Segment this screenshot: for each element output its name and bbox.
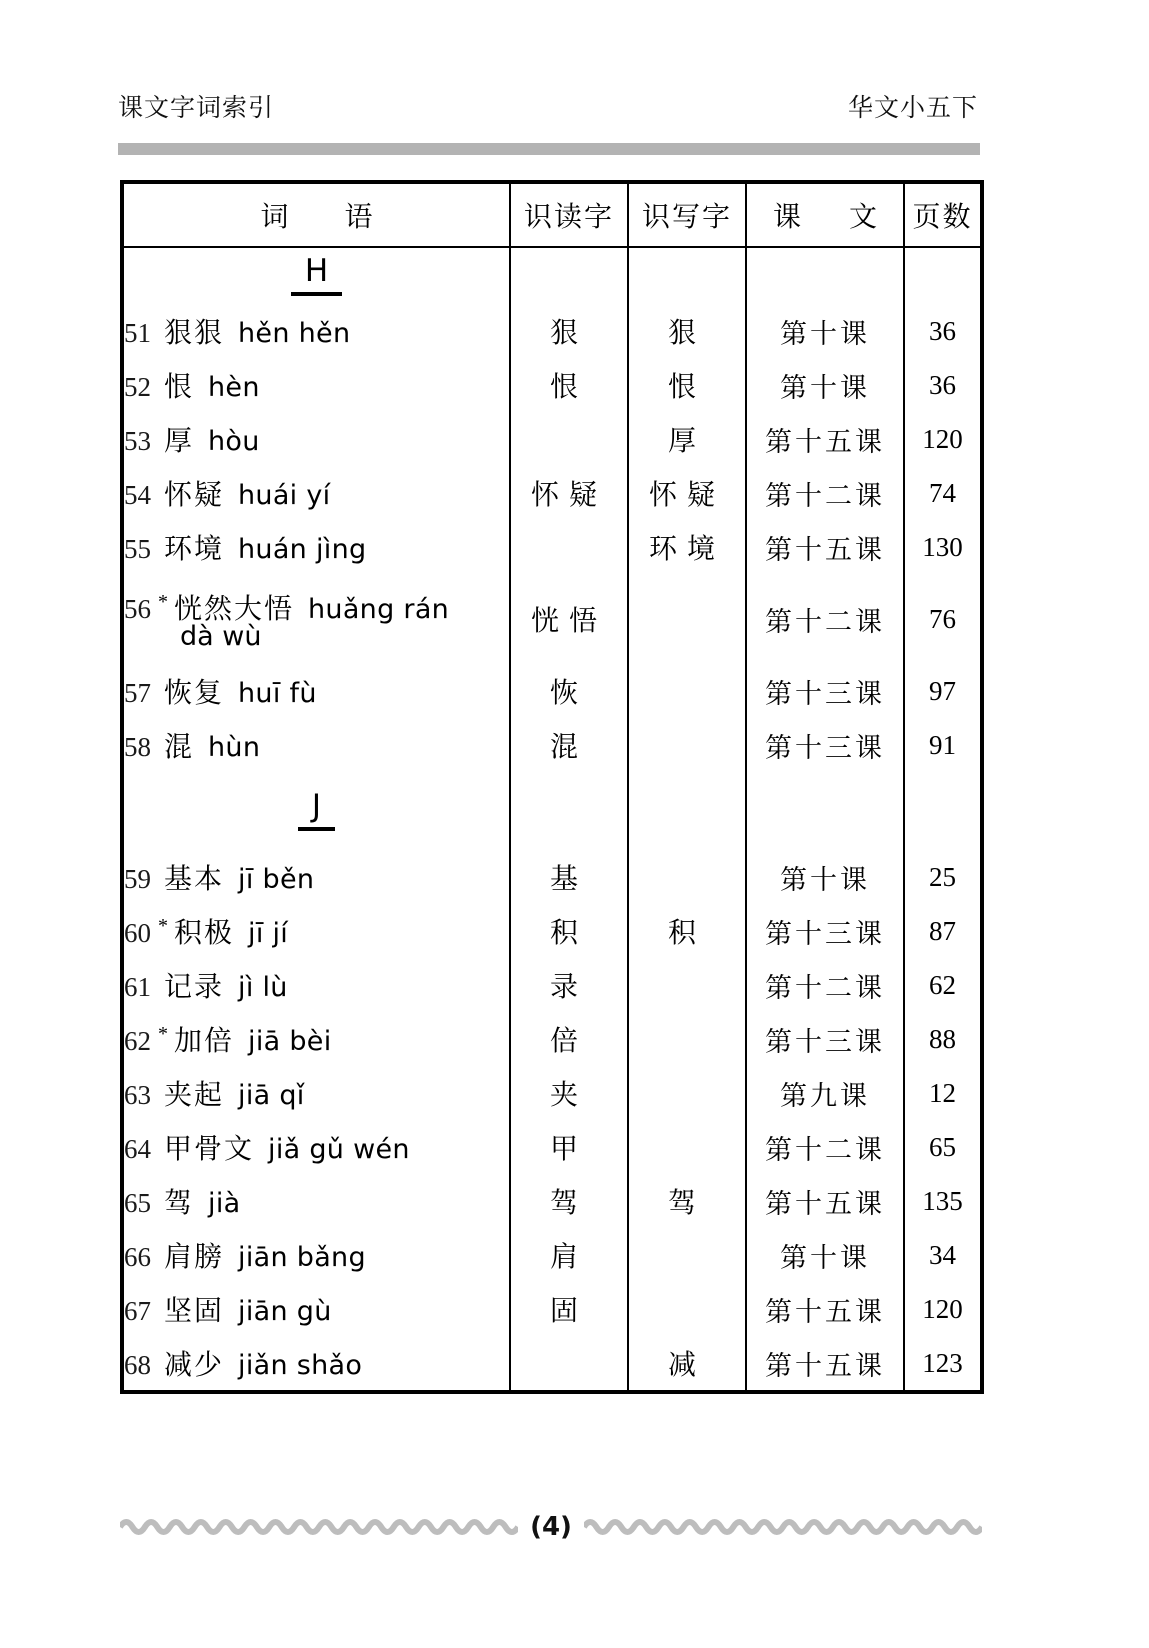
entry-word: 混 <box>164 730 195 763</box>
entry-word: 厚 <box>164 424 195 457</box>
cell-write-char: 积 <box>628 904 746 958</box>
page-footer <box>120 1512 982 1542</box>
cell-write-char <box>628 1066 746 1120</box>
entry-word: 夹起 <box>164 1078 225 1111</box>
entry-number: 59 <box>124 864 151 894</box>
table-header-row <box>122 182 982 247</box>
entry-pinyin: jiǎn shǎo <box>238 1350 363 1381</box>
entry-number: 53 <box>124 426 151 456</box>
entry-pinyin: huī fù <box>238 678 317 709</box>
letter-divider-spacer-read <box>510 247 628 304</box>
cell-lesson: 第十课 <box>746 358 904 412</box>
table-row <box>122 1066 982 1120</box>
cell-lesson: 第十五课 <box>746 412 904 466</box>
cell-word <box>122 1336 510 1392</box>
cell-read-char <box>510 412 628 466</box>
letter-divider-spacer-page <box>904 772 982 850</box>
entry-pinyin: jì lù <box>238 972 288 1003</box>
cell-page: 12 <box>904 1066 982 1120</box>
cell-lesson: 第十五课 <box>746 1282 904 1336</box>
cell-page: 25 <box>904 850 982 904</box>
entry-pinyin: jī jí <box>248 918 289 949</box>
table-header <box>122 182 982 247</box>
cell-read-char: 积 <box>510 904 628 958</box>
cell-read-char: 夹 <box>510 1066 628 1120</box>
entry-pinyin: jiān bǎng <box>238 1242 366 1273</box>
cell-read-char: 驾 <box>510 1174 628 1228</box>
entry-word: 狠狠 <box>164 316 225 349</box>
cell-lesson: 第十二课 <box>746 1120 904 1174</box>
cell-page: 120 <box>904 1282 982 1336</box>
cell-write-char <box>628 1282 746 1336</box>
cell-read-char: 基 <box>510 850 628 904</box>
entry-number: 54 <box>124 480 151 510</box>
entry-word: 恍然大悟 <box>174 591 295 625</box>
letter-divider-spacer-write <box>628 247 746 304</box>
cell-word <box>122 850 510 904</box>
entry-word: 肩膀 <box>164 1240 225 1273</box>
entry-pinyin: huǎng rán <box>308 593 450 625</box>
cell-write-char: 恨 <box>628 358 746 412</box>
entry-word: 甲骨文 <box>164 1132 255 1165</box>
entry-number: 63 <box>124 1080 151 1110</box>
cell-read-char: 恨 <box>510 358 628 412</box>
entry-number: 66 <box>124 1242 151 1272</box>
column-header-write-char: 识写字 <box>628 182 746 247</box>
entry-number: 68 <box>124 1350 151 1380</box>
cell-word <box>122 466 510 520</box>
cell-read-char: 倍 <box>510 1012 628 1066</box>
letter-divider-spacer-write <box>628 772 746 850</box>
cell-lesson: 第十三课 <box>746 904 904 958</box>
table-row <box>122 412 982 466</box>
starred-marker: * <box>158 915 168 937</box>
cell-write-char <box>628 1228 746 1282</box>
cell-word <box>122 1012 510 1066</box>
entry-number: 61 <box>124 972 151 1002</box>
letter-divider-j <box>122 772 510 850</box>
cell-write-char: 减 <box>628 1336 746 1392</box>
entry-pinyin: hèn <box>208 372 260 403</box>
entry-pinyin: jiǎ gǔ wén <box>268 1134 410 1165</box>
starred-marker: * <box>158 1023 168 1045</box>
cell-page: 120 <box>904 412 982 466</box>
table-row <box>122 304 982 358</box>
column-header-word: 词 语 <box>122 182 510 247</box>
letter-divider-spacer-read <box>510 772 628 850</box>
entry-word: 环境 <box>164 532 225 565</box>
table-row <box>122 904 982 958</box>
column-header-lesson: 课 文 <box>746 182 904 247</box>
running-head-right-title: 华文小五下 <box>847 93 978 122</box>
table-row <box>122 958 982 1012</box>
table-row <box>122 718 982 772</box>
table-row <box>122 574 982 664</box>
table-body <box>122 247 982 1392</box>
header-rule <box>118 143 980 155</box>
table-row <box>122 520 982 574</box>
letter-divider-spacer-page <box>904 247 982 304</box>
cell-write-char <box>628 664 746 718</box>
table-row <box>122 1336 982 1392</box>
cell-lesson: 第十课 <box>746 304 904 358</box>
cell-word <box>122 1066 510 1120</box>
letter-glyph: H <box>291 256 342 296</box>
cell-read-char: 狠 <box>510 304 628 358</box>
cell-word <box>122 718 510 772</box>
entry-pinyin: hěn hěn <box>238 318 351 349</box>
cell-page: 62 <box>904 958 982 1012</box>
cell-word <box>122 904 510 958</box>
cell-word <box>122 1120 510 1174</box>
cell-word <box>122 574 510 664</box>
cell-read-char: 混 <box>510 718 628 772</box>
cell-lesson: 第十三课 <box>746 1012 904 1066</box>
entry-word: 驾 <box>164 1186 195 1219</box>
cell-lesson: 第十五课 <box>746 520 904 574</box>
page-number: (4) <box>530 1512 572 1542</box>
cell-write-char: 怀疑 <box>628 466 746 520</box>
cell-word <box>122 664 510 718</box>
letter-divider-h <box>122 247 510 304</box>
cell-lesson: 第十五课 <box>746 1336 904 1392</box>
cell-write-char <box>628 1120 746 1174</box>
table-row <box>122 466 982 520</box>
cell-lesson: 第九课 <box>746 1066 904 1120</box>
cell-lesson: 第十五课 <box>746 1174 904 1228</box>
table-row <box>122 1120 982 1174</box>
entry-number: 56 <box>124 593 151 624</box>
entry-pinyin: jiān gù <box>238 1296 332 1327</box>
entry-number: 55 <box>124 534 151 564</box>
cell-write-char <box>628 958 746 1012</box>
cell-page: 87 <box>904 904 982 958</box>
cell-lesson: 第十课 <box>746 850 904 904</box>
entry-word: 恢复 <box>164 676 225 709</box>
table-row <box>122 1174 982 1228</box>
cell-read-char <box>510 1336 628 1392</box>
cell-lesson: 第十二课 <box>746 574 904 664</box>
entry-number: 58 <box>124 732 151 762</box>
cell-page: 123 <box>904 1336 982 1392</box>
entry-pinyin: huán jìng <box>238 534 367 565</box>
entry-pinyin: jiā bèi <box>248 1026 332 1057</box>
entry-word: 加倍 <box>174 1024 235 1057</box>
entry-pinyin-continuation: dà wù <box>180 620 262 652</box>
page-running-head <box>118 88 978 124</box>
entry-word: 恨 <box>164 370 195 403</box>
cell-page: 74 <box>904 466 982 520</box>
cell-word <box>122 1282 510 1336</box>
cell-page: 65 <box>904 1120 982 1174</box>
cell-lesson: 第十课 <box>746 1228 904 1282</box>
entry-pinyin: hùn <box>208 732 261 763</box>
letter-divider-spacer-lesson <box>746 247 904 304</box>
cell-read-char <box>510 520 628 574</box>
cell-write-char: 狠 <box>628 304 746 358</box>
entry-number: 60 <box>124 918 151 948</box>
cell-write-char <box>628 718 746 772</box>
entry-word: 怀疑 <box>164 478 225 511</box>
cell-read-char: 恍悟 <box>510 574 628 664</box>
starred-marker: * <box>158 590 168 613</box>
entry-pinyin: jiā qǐ <box>238 1080 305 1111</box>
entry-word: 记录 <box>164 970 225 1003</box>
vocabulary-index-table <box>120 180 984 1394</box>
cell-word <box>122 412 510 466</box>
cell-lesson: 第十二课 <box>746 958 904 1012</box>
table-row <box>122 1012 982 1066</box>
column-header-page: 页数 <box>904 182 982 247</box>
cell-lesson: 第十三课 <box>746 664 904 718</box>
cell-write-char <box>628 850 746 904</box>
cell-page: 76 <box>904 574 982 664</box>
wave-rule-left <box>120 1516 518 1538</box>
cell-word <box>122 358 510 412</box>
cell-word <box>122 958 510 1012</box>
cell-word <box>122 1174 510 1228</box>
cell-word <box>122 520 510 574</box>
cell-read-char: 肩 <box>510 1228 628 1282</box>
cell-read-char: 固 <box>510 1282 628 1336</box>
cell-page: 34 <box>904 1228 982 1282</box>
letter-divider-spacer-lesson <box>746 772 904 850</box>
entry-number: 65 <box>124 1188 151 1218</box>
cell-read-char: 甲 <box>510 1120 628 1174</box>
letter-divider-row <box>122 247 982 304</box>
cell-read-char: 录 <box>510 958 628 1012</box>
entry-number: 51 <box>124 318 151 348</box>
cell-read-char: 怀疑 <box>510 466 628 520</box>
entry-pinyin: huái yí <box>238 480 331 511</box>
table-row <box>122 664 982 718</box>
cell-lesson: 第十二课 <box>746 466 904 520</box>
letter-glyph: J <box>298 791 335 831</box>
cell-write-char: 驾 <box>628 1174 746 1228</box>
entry-word: 坚固 <box>164 1294 225 1327</box>
entry-word: 积极 <box>174 916 235 949</box>
cell-lesson: 第十三课 <box>746 718 904 772</box>
cell-word <box>122 304 510 358</box>
cell-read-char: 恢 <box>510 664 628 718</box>
entry-number: 57 <box>124 678 151 708</box>
cell-page: 130 <box>904 520 982 574</box>
table-row <box>122 850 982 904</box>
cell-page: 135 <box>904 1174 982 1228</box>
table-row <box>122 1282 982 1336</box>
cell-page: 36 <box>904 304 982 358</box>
table-row <box>122 1228 982 1282</box>
letter-divider-row <box>122 772 982 850</box>
cell-write-char <box>628 1012 746 1066</box>
cell-word <box>122 1228 510 1282</box>
entry-number: 64 <box>124 1134 151 1164</box>
entry-pinyin: jià <box>208 1188 241 1219</box>
entry-number: 62 <box>124 1026 151 1056</box>
cell-write-char <box>628 574 746 664</box>
table-row <box>122 358 982 412</box>
column-header-read-char: 识读字 <box>510 182 628 247</box>
entry-number: 67 <box>124 1296 151 1326</box>
entry-word: 基本 <box>164 862 225 895</box>
cell-write-char: 环境 <box>628 520 746 574</box>
wave-rule-right <box>584 1516 982 1538</box>
cell-page: 88 <box>904 1012 982 1066</box>
entry-word: 减少 <box>164 1348 225 1381</box>
running-head-left-title: 课文字词索引 <box>118 93 275 122</box>
entry-pinyin: jī běn <box>238 864 315 895</box>
cell-page: 91 <box>904 718 982 772</box>
cell-page: 97 <box>904 664 982 718</box>
cell-page: 36 <box>904 358 982 412</box>
cell-write-char: 厚 <box>628 412 746 466</box>
entry-pinyin: hòu <box>208 426 260 457</box>
entry-number: 52 <box>124 372 151 402</box>
